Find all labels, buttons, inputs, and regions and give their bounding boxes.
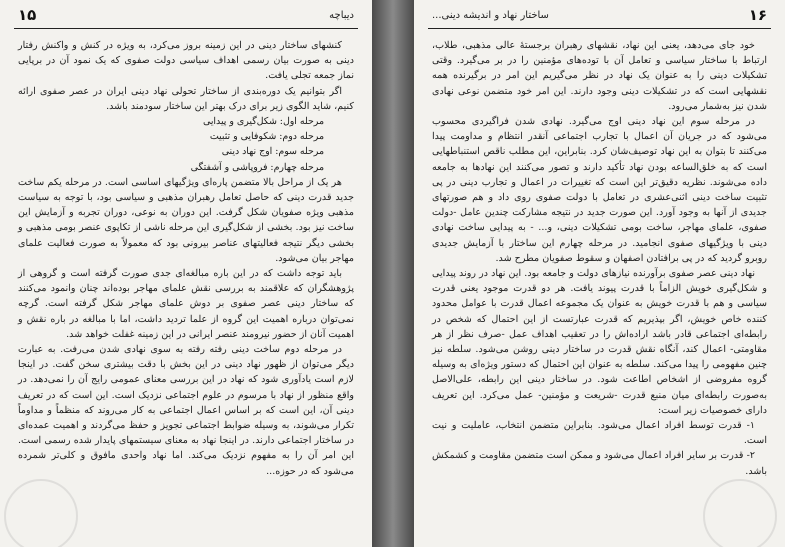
right-page-number: ۱۶ xyxy=(748,6,767,24)
book-gutter xyxy=(372,0,414,547)
paragraph: اگر بتوانیم یک دوره‌بندی از ساختار تحولی نهاد دینی ایران در عصر صفوی ارائه کنیم، شاید الگوی زیر برای درک بهتر این ساختار سودمند باشد. xyxy=(18,85,354,112)
paragraph: باید توجه داشت که در این باره مبالغه‌ای جدی صورت گرفته است و گروهی از پژوهشگران که علاقمند به بررسی نقش علمای مهاجر بوده‌اند چنان وانمود می‌کنند که ساختار دینی عصر صفوی بر دوش علمای مهاجر شکل گرفته است. گرچه نمی‌توان درباره اهمیت این گروه از علما تردید داشت، اما با مبالغه در باره نقش و اهمیت آنان از حضور نیرومند عنصر ایرانی در این زمینه غفلت خواهد شد. xyxy=(18,268,354,340)
paragraph: در مرحله دوم ساخت دینی رفته رفته به سوی نهادی شدن می‌رفت. به عبارت دیگر می‌توان از ظهور نهاد دینی در این بخش با دقت بیشتری سخن گفت. در اینجا لازم است یادآوری شود که نهاد در این بررسی معنای عمومی رایج آن را نمی‌دهد. در واقع منظور از نهاد با مرسوم در علوم اجتماعی نزدیک است. این است که در تعریف دینی آن، این است که بر اساس اعمال اجتماعی به کار می‌روند که منظماً و مداوماً تکرار می‌شوند، به وسیله ضوابط اجتماعی تجویز و حفظ می‌گردند و اهمیت عمده‌ای در ساختار اجتماعی دارند. در اینجا نهاد به معنای سیستمهای پایدار شده رسمی است. این امر آن را به مفهوم نزدیک می‌کند. اما نهاد واحدی مافوق و کلی‌تر شمرده می‌شود که در حوزه... xyxy=(18,344,354,477)
paragraph: هر یک از مراحل بالا متضمن پاره‌ای ویژگیهای اساسی است. در مرحله یکم ساخت جدید قدرت دینی که حاصل تعامل رهبران مذهبی و سیاسی بود، با توجه به سیاست مذهبی ویژه صفویان شکل گرفت. این دوران به نوعی، دوران تجربه و آزمایش این ساخت نیز بود. بخشی از شکل‌گیری این مرحله ناشی از تکاپوی عنصر بومی مذهبی و بخشی دیگر نتیجه فعالیتهای عناصر بیرونی بود که معمولاً به صورت فعالیت علمای مهاجر بیان می‌شود. xyxy=(18,176,354,264)
paragraph: در مرحله سوم این نهاد دینی اوج می‌گیرد. نهادی شدن فراگیردی محسوب می‌شود که در جریان آن اعمال با تجارب اجتماعی آنقدر انتظام و مداومت پیدا می‌کنند تا بتوان به این نهاد توصیف‌شان کرد. بنابراین، این مطلب ناقص استنباطهایی است که به خلق‌الساعه بودن نهاد تأکید دارند و تصور می‌کنند این نهادها به جامعه داده می‌شوند. نظریه دقیق‌تر این است که تغییرات در اعمال و تجارب دینی در پی تثبیت ساخت دینی اثنی‌عشری در تعامل با دولت صفوی روی داد و هم صورتهای جدیدی از آنها به وجود آورد. این صورت جدید در نتیجه مشارکت چندین عامل -دولت صفوی، علمای مهاجر، ساخت بومی تشکیلات دینی، و... - به پیدایی ساخت نهادی دینی با ویژگیهای صفوی انجامید. در مرحله چهارم این ساختار با آزمایش جدیدی روبرو گردید که در پی برافتادن اصفهان و سقوط صفویان مطرح شد. xyxy=(432,116,767,264)
library-stamp xyxy=(703,479,777,547)
left-page-body xyxy=(18,38,354,539)
right-page-header xyxy=(428,6,771,29)
paragraph: کنشهای ساختار دینی در این زمینه بروز می‌کرد، به ویژه در کنش و واکنش رفتار دینی به صورت بیان رسمی اهداف سیاسی دولت صفوی که یک نمود آن در برپایی نماز جمعه تجلی یافت. xyxy=(18,40,354,82)
right-page-body xyxy=(432,38,767,539)
left-page-number: ۱۵ xyxy=(18,6,37,24)
list-item: ۲- قدرت بر سایر افراد اعمال می‌شود و ممکن است متضمن مقاومت و کشمکش باشد. xyxy=(432,450,767,477)
left-running-head: دیباچه xyxy=(329,10,354,21)
left-page xyxy=(0,0,372,547)
stage-item: مرحله اول: شکل‌گیری و پیدایی xyxy=(203,116,324,128)
right-running-head: ساختار نهاد و اندیشه دینی... xyxy=(432,10,549,21)
stage-item: مرحله سوم: اوج نهاد دینی xyxy=(221,146,324,158)
paragraph: خود جای می‌دهد، یعنی این نهاد، نقشهای رهبران برجستهٔ عالی مذهبی، طلاب، ارتباط با ساختار سیاسی و تعامل آن با توده‌های مؤمنین را در بر می‌گیرد. وقتی تشکیلات دینی را به عنوان یک نهاد در نظر می‌گیریم این امر در برگیرنده همه نقشهایی است که در تشکیلات دینی وجود دارند. این امر خود متضمن نوعی نهادی شدن نیز به‌شمار می‌رود. xyxy=(432,40,767,112)
library-stamp xyxy=(4,479,78,547)
stage-item: مرحله دوم: شکوفایی و تثبیت xyxy=(209,131,324,143)
right-page xyxy=(414,0,785,547)
list-item: ۱- قدرت توسط افراد اعمال می‌شود. بنابراین متضمن انتخاب، عاملیت و نیت است. xyxy=(432,420,767,447)
left-page-header xyxy=(14,6,358,29)
stage-item: مرحله چهارم: فروپاشی و آشفتگی xyxy=(190,161,324,173)
paragraph: نهاد دینی عصر صفوی برآورنده نیازهای دولت و جامعه بود. این نهاد در روند پیدایی و شکل‌گیری خویش الزاماً با قدرت پیوند یافت. هر دو قدرت موجود یعنی قدرت سیاسی و هم با قدرت خویش به عنوان یک مجموعه اعمال قدرت با عوامل محدود کننده خاص خویش، اگر بپذیریم که قدرت عبارتست از این احتمال که شخص در رابطه‌ای اجتماعی قادر باشد اراده‌اش را در تعقیب اهداف عمل -صرف نظر از هر مقاومتی- اعمال کند، آنگاه نقش قدرت در ساختار دینی روشن می‌شود. سلطه نیز چنین مفهومی را پیدا می‌کند. سلطه به عنوان این احتمال که دستور ویژه‌ای به وسیله گروه مفروضی از اشخاص اطاعت شود. در ساختار دینی این رابطه، علی‌الاصل به‌صورت رابطه‌ای میان منبع قدرت -شریعت و مؤمنین- عمل می‌کرد. این تعریف دارای خصوصیات زیر است: xyxy=(432,268,767,416)
